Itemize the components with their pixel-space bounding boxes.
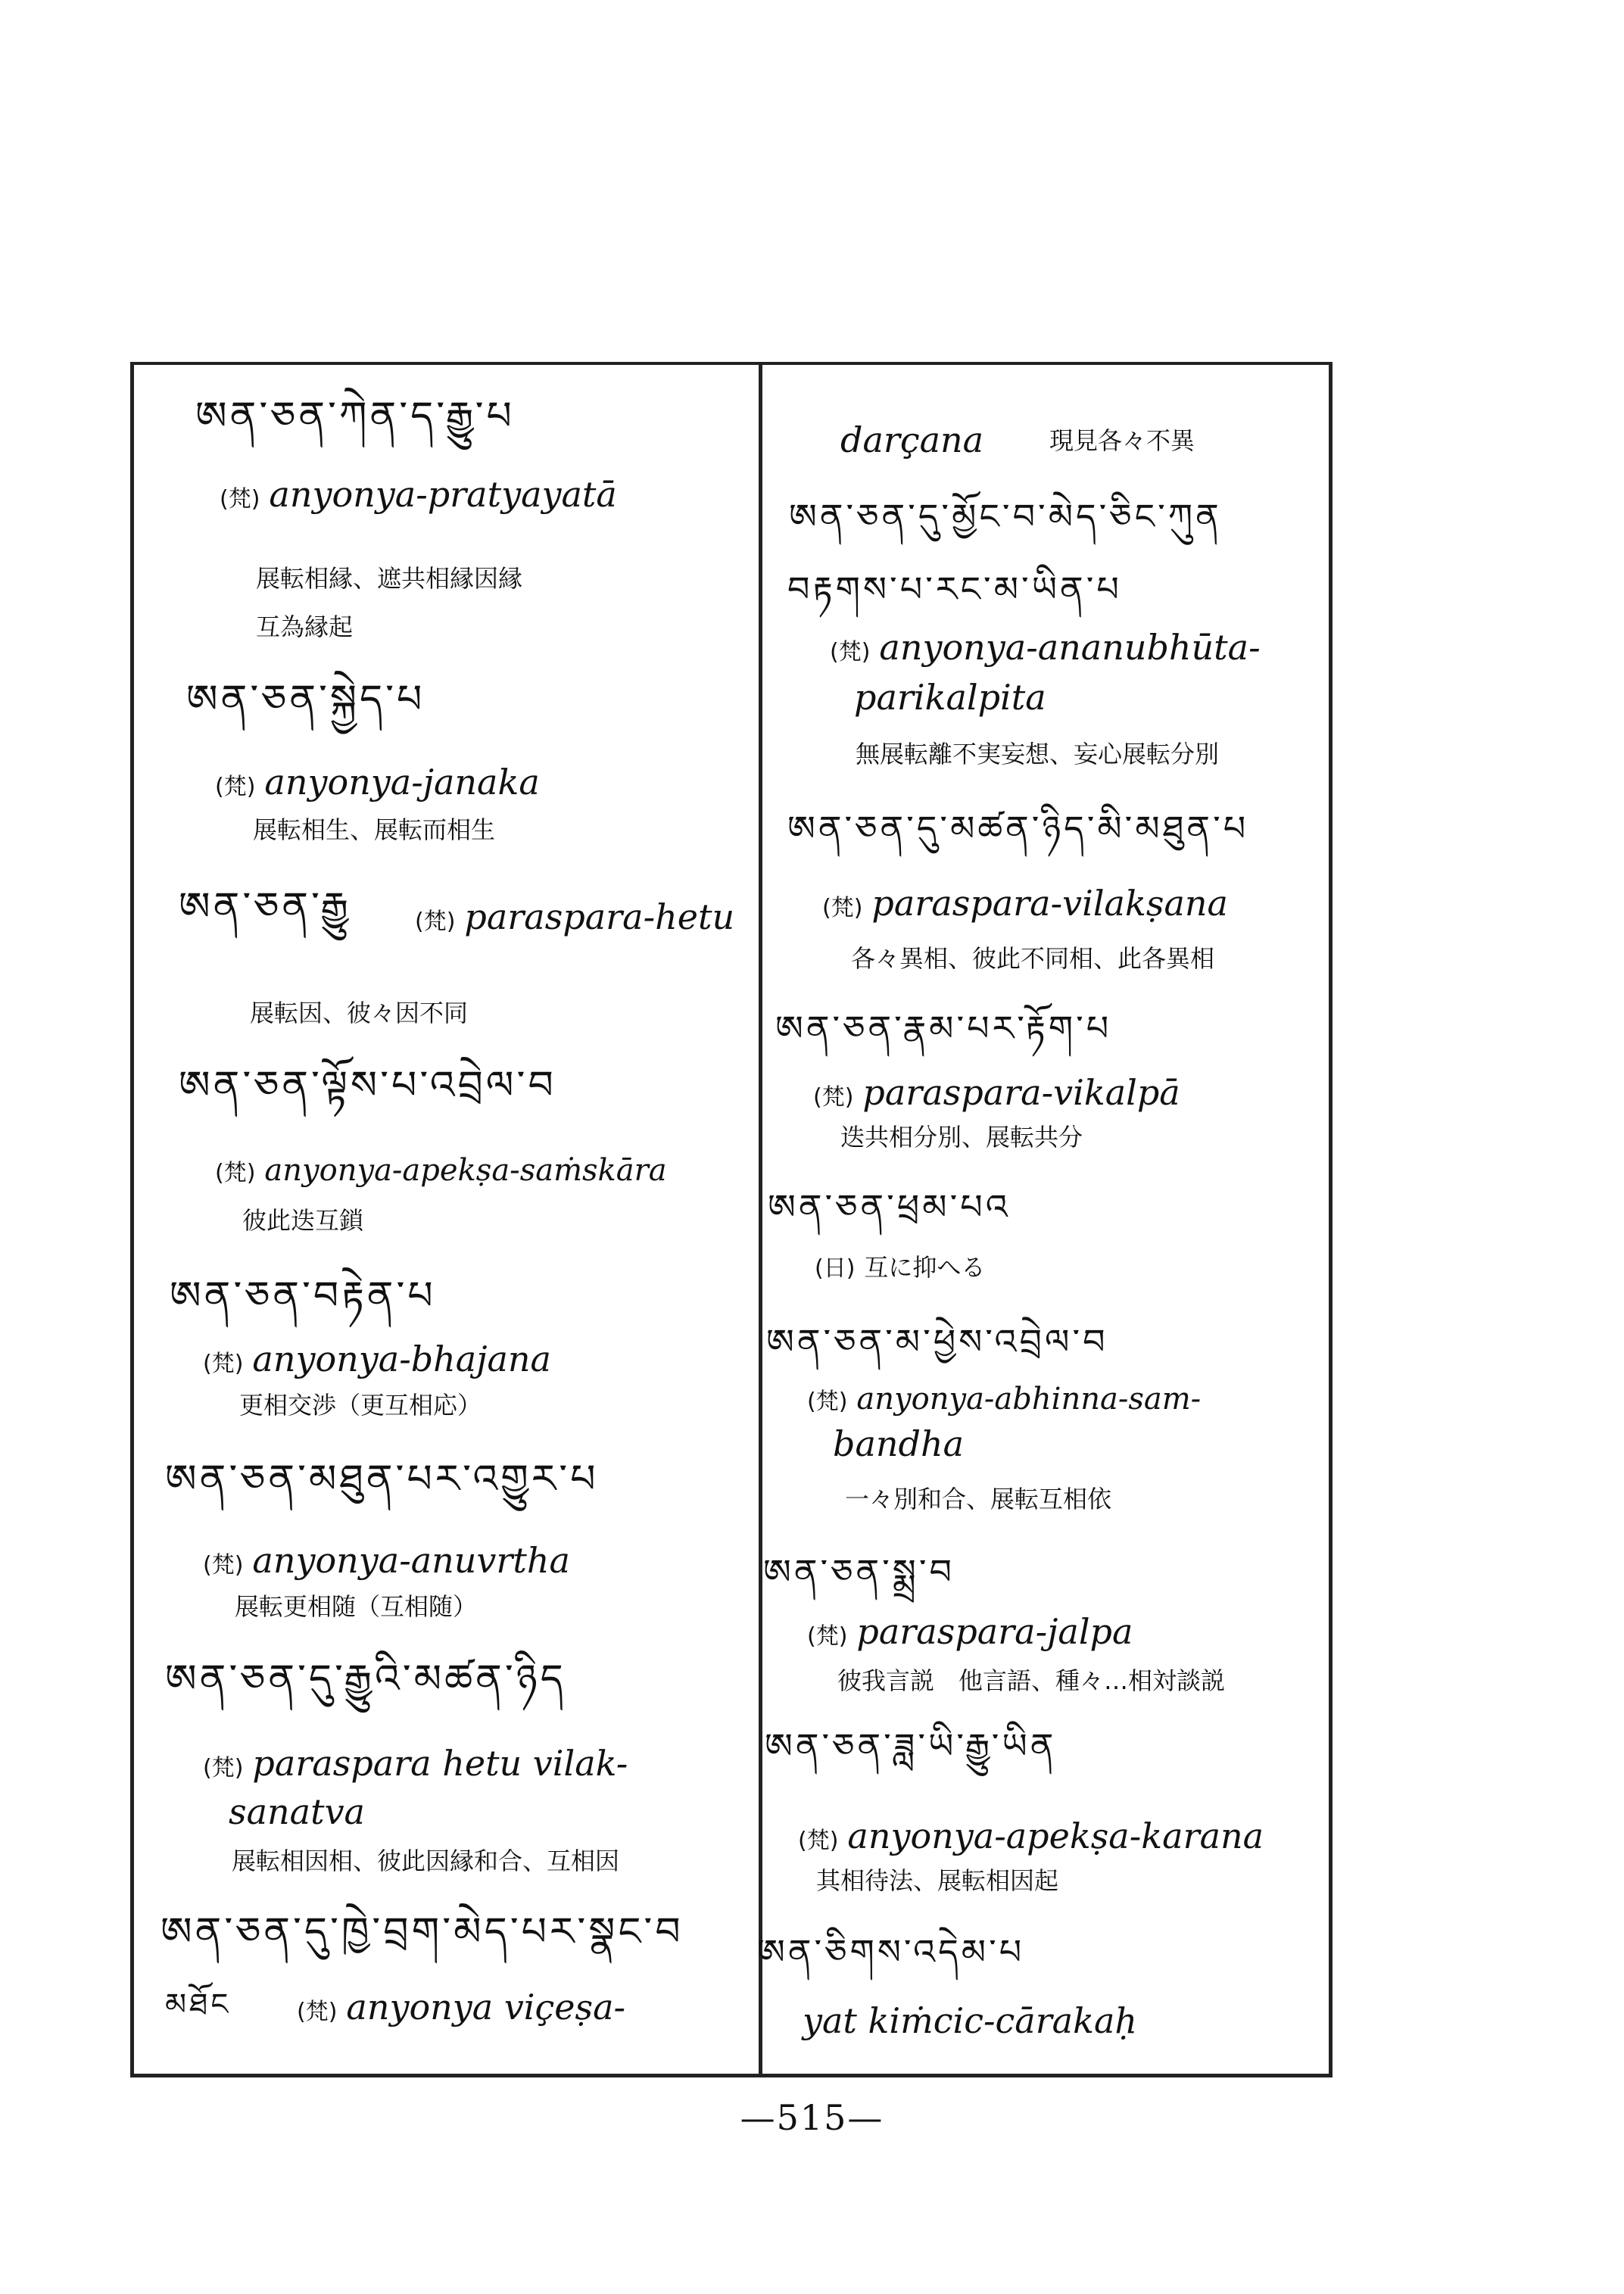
tibetan-headword: ཨན་ཅན་དུ་མྱོང་བ་མེད་ཅིང་ཀུན [789, 496, 1222, 537]
language-tag: (日) [815, 1255, 856, 1282]
chinese-gloss: 無展転離不実妄想、妄心展転分別 [856, 740, 1220, 768]
chinese-gloss: 展転相縁、遮共相縁因縁 [256, 564, 523, 593]
language-tag: (梵) [807, 1389, 848, 1415]
sanskrit-continuation [854, 678, 1046, 718]
sanskrit-equivalent [813, 1074, 1180, 1117]
tibetan-headword: ཨན་ཅིགས་འདེམ་པ [757, 1931, 1025, 1972]
tibetan-headword: ཨན་ཅན་བརྟེན་པ [170, 1273, 436, 1319]
sanskrit-term: anyonya-ananubhūta- [879, 627, 1261, 668]
tibetan-headword: ཨན་ཅན་ཕྲམ་པའ [768, 1186, 1011, 1227]
sanskrit-equivalent [220, 475, 617, 519]
sanskrit-term: paraspara-vilakṣana [871, 883, 1228, 924]
sanskrit-term: anyonya-janaka [264, 762, 540, 803]
language-tag: (梵) [297, 1999, 338, 2025]
tibetan-headword: ཨན་ཅན་སྐྱེད་པ [186, 677, 425, 722]
chinese-gloss: 互為縁起 [256, 612, 354, 641]
chinese-gloss: 一々別和合、展転互相依 [845, 1485, 1112, 1513]
sanskrit-term: anyonya-apekṣa-karana [847, 1816, 1264, 1856]
tibetan-headword: ཨན་ཅན་རྣམ་པར་རྟོག་པ [775, 1008, 1112, 1049]
tibetan-continuation: བརྟགས་པ་རང་མ་ཡིན་པ [787, 569, 1122, 609]
sanskrit-term: bandha [833, 1423, 964, 1464]
sanskrit-equivalent [807, 1613, 1133, 1656]
sanskrit-equivalent [803, 2002, 1137, 2041]
sanskrit-term: sanatva [229, 1791, 365, 1832]
language-tag: (梵) [830, 639, 871, 665]
sanskrit-equivalent [415, 898, 734, 941]
sanskrit-term: paraspara hetu vilak- [252, 1743, 628, 1784]
sanskrit-term: anyonya-apekṣa-saṁskāra [264, 1153, 667, 1188]
tibetan-headword: ཨན་ཅན་དུ་རྒྱུའི་མཚན་ཉིད [165, 1657, 566, 1702]
sanskrit-equivalent [203, 1541, 570, 1585]
chinese-gloss: 各々異相、彼此不同相、此各異相 [851, 944, 1215, 973]
sanskrit-continuation [229, 1793, 365, 1832]
tibetan-headword: ཨན་ཅན་མཐུན་པར་འགྱུར་པ [165, 1457, 599, 1502]
column-divider [759, 365, 762, 2076]
sanskrit-continuation [840, 421, 983, 460]
sanskrit-term: anyonya viçeṣa- [346, 1987, 626, 2028]
language-tag: (梵) [203, 1351, 244, 1377]
sanskrit-term: parikalpita [854, 677, 1046, 718]
language-tag: (梵) [215, 774, 256, 800]
chinese-gloss: 現見各々不異 [1049, 426, 1195, 455]
chinese-gloss: 展転因、彼々因不同 [250, 999, 469, 1027]
tibetan-headword: ཨན་ཅན་སྨྲ་བ [763, 1551, 955, 1592]
tibetan-headword: ཨན་ཅན་དུ་མཚན་ཉིད་མི་མཐུན་པ [787, 808, 1249, 849]
sanskrit-term: anyonya-bhajana [252, 1339, 551, 1379]
tibetan-headword: ཨན་ཅན་ལྟོས་པ་འབྲེལ་བ [179, 1063, 556, 1108]
tibetan-headword: ཨན་ཅན་ཟླ་ཡི་རྒྱུ་ཡིན [765, 1725, 1057, 1766]
sanskrit-equivalent [215, 763, 540, 806]
sanskrit-term: paraspara-jalpa [856, 1611, 1133, 1652]
chinese-gloss: 迭共相分別、展転共分 [840, 1123, 1083, 1152]
sanskrit-equivalent [297, 1988, 625, 2031]
sanskrit-equivalent [822, 884, 1228, 927]
language-tag: (梵) [220, 486, 260, 513]
sanskrit-term: paraspara-hetu [464, 896, 735, 937]
sanskrit-equivalent [798, 1817, 1264, 1860]
chinese-gloss: 更相交渉（更互相応） [239, 1391, 482, 1420]
sanskrit-term: anyonya-pratyayatā [269, 474, 617, 515]
tibetan-headword: ཨན་ཅན་རྒྱུ [179, 884, 351, 930]
tibetan-headword: ཨན་ཅན་དུ་ཁྱེ་བྲག་མེད་པར་སྣང་བ [161, 1909, 684, 1955]
language-tag: (梵) [203, 1552, 244, 1579]
language-tag: (梵) [813, 1084, 854, 1111]
chinese-gloss: 展転相生、展転而相生 [253, 815, 496, 844]
language-tag: (梵) [822, 895, 863, 921]
chinese-gloss: 展転更相随（互相随） [235, 1592, 478, 1621]
chinese-gloss: 彼此迭互鎖 [242, 1206, 364, 1235]
page-number: —515— [740, 2097, 884, 2138]
sanskrit-term: paraspara-vikalpā [862, 1072, 1180, 1113]
japanese-gloss [815, 1246, 985, 1288]
sanskrit-equivalent [215, 1151, 667, 1192]
sanskrit-term: darçana [840, 419, 984, 460]
chinese-gloss: 彼我言説 他言語、種々…相対談説 [837, 1666, 1226, 1695]
sanskrit-term: anyonya-abhinna-sam- [856, 1382, 1202, 1417]
tibetan-continuation: མཐོང [165, 1987, 232, 2022]
language-tag: (梵) [203, 1755, 244, 1781]
tibetan-headword: ཨན་ཅན་མ་ཕྱེས་འབྲེལ་བ [766, 1321, 1108, 1362]
sanskrit-term: yat kiṁcic-cārakaḥ [803, 2000, 1138, 2041]
chinese-gloss: 展転相因相、彼此因縁和合、互相因 [232, 1847, 620, 1875]
chinese-gloss: 其相待法、展転相因起 [816, 1866, 1059, 1895]
sanskrit-continuation [833, 1425, 964, 1464]
sanskrit-equivalent [203, 1340, 551, 1383]
japanese-term: 互に抑へる [864, 1253, 986, 1282]
sanskrit-equivalent [830, 628, 1261, 672]
sanskrit-equivalent [203, 1744, 628, 1788]
language-tag: (梵) [215, 1160, 256, 1186]
sanskrit-equivalent [807, 1379, 1201, 1421]
language-tag: (梵) [415, 909, 456, 935]
language-tag: (梵) [807, 1623, 848, 1650]
language-tag: (梵) [798, 1828, 839, 1854]
sanskrit-term: anyonya-anuvrtha [252, 1540, 570, 1581]
tibetan-headword: ཨན་ཅན་ཀེན་ད་རྒྱུ་པ [195, 394, 515, 439]
